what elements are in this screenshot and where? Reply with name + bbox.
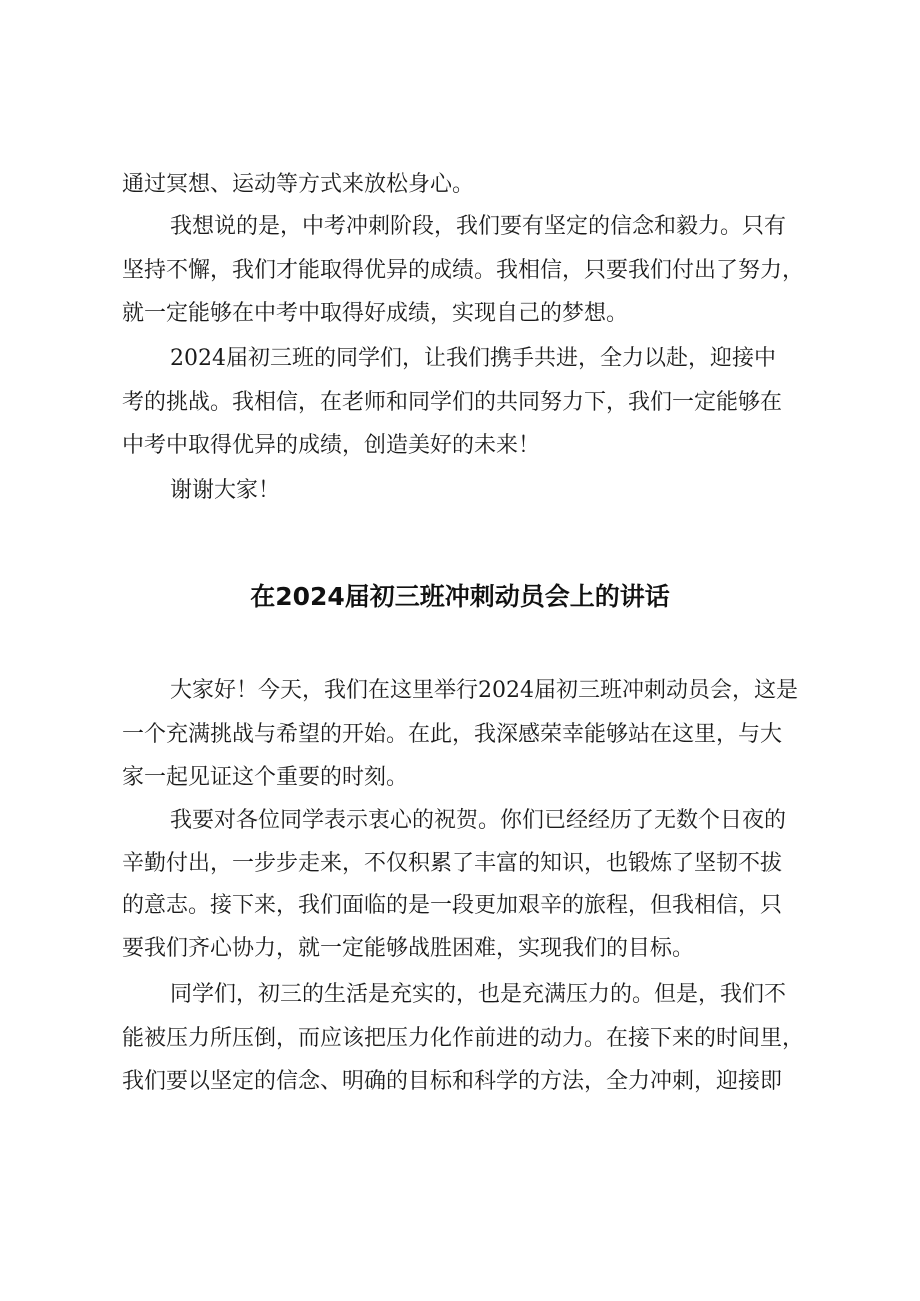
text-line: 的意志。接下来，我们面临的是一段更加艰辛的旅程，但我相信，只 <box>122 893 783 918</box>
paragraph-first-line: 2024届初三班的同学们，让我们携手共进，全力以赴，迎接中 <box>170 346 776 371</box>
closing-line: 谢谢大家！ <box>170 478 281 503</box>
paragraph-first-line: 大家好！今天，我们在这里举行2024届初三班冲刺动员会，这是 <box>170 678 798 703</box>
text-line: 家一起见证这个重要的时刻。 <box>122 765 409 790</box>
text-line: 一个充满挑战与希望的开始。在此，我深感荣幸能够站在这里，与大 <box>122 722 783 747</box>
text-line: 考的挑战。我相信，在老师和同学们的共同努力下，我们一定能够在 <box>122 390 783 415</box>
text-line: 要我们齐心协力，就一定能够战胜困难，实现我们的目标。 <box>122 936 695 961</box>
text-line: 就一定能够在中考中取得好成绩，实现自己的梦想。 <box>122 301 629 326</box>
text-line: 辛勤付出，一步步走来，不仅积累了丰富的知识，也锻炼了坚韧不拔 <box>122 851 783 876</box>
text-line: 能被压力所压倒，而应该把压力化作前进的动力。在接下来的时间里， <box>122 1026 805 1051</box>
text-line: 中考中取得优异的成绩，创造美好的未来！ <box>122 433 541 458</box>
paragraph-first-line: 同学们，初三的生活是充实的，也是充满压力的。但是，我们不 <box>170 982 787 1007</box>
speech-title: 在2024届初三班冲刺动员会上的讲话 <box>250 582 670 611</box>
text-line: 通过冥想、运动等方式来放松身心。 <box>122 172 475 197</box>
paragraph-first-line: 我想说的是，中考冲刺阶段，我们要有坚定的信念和毅力。只有 <box>170 214 787 239</box>
text-line: 坚持不懈，我们才能取得优异的成绩。我相信，只要我们付出了努力， <box>122 258 805 283</box>
text-line: 我们要以坚定的信念、明确的目标和科学的方法，全力冲刺，迎接即 <box>122 1069 783 1094</box>
paragraph-first-line: 我要对各位同学表示衷心的祝贺。你们已经经历了无数个日夜的 <box>170 808 787 833</box>
